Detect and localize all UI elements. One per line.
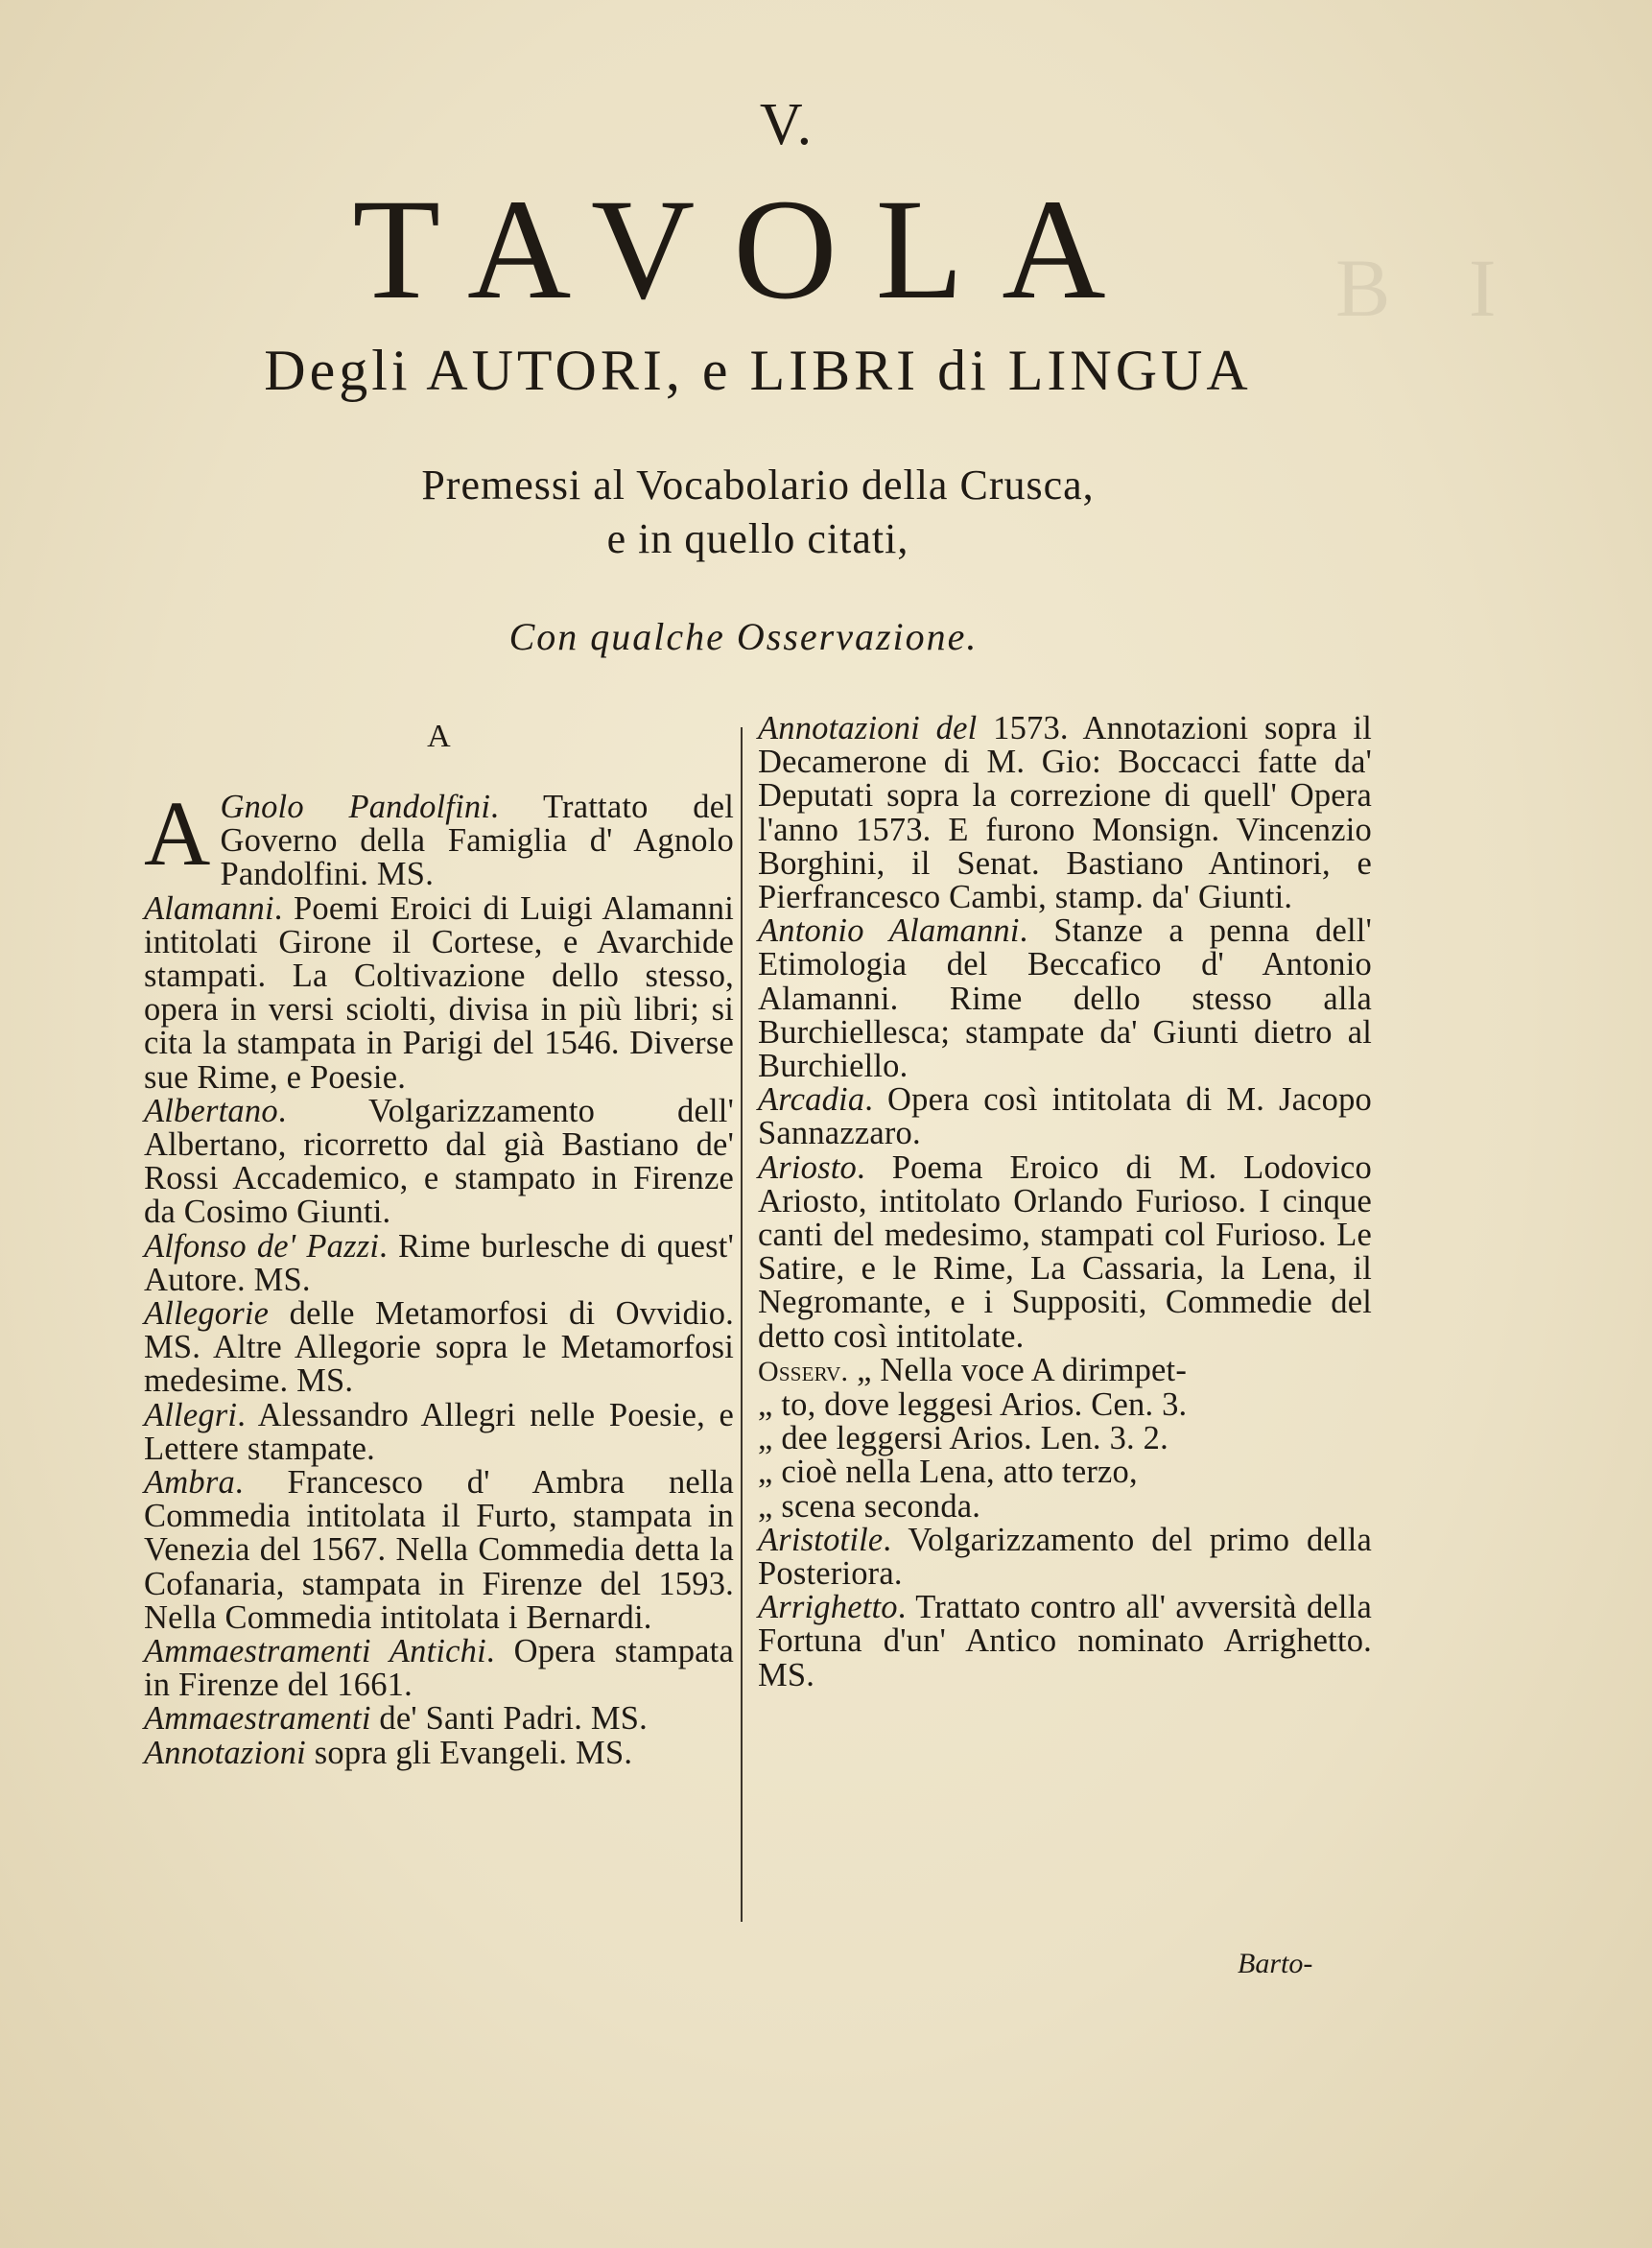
entry-key: Allegri: [144, 1396, 238, 1433]
entry-alamanni: [144, 889, 734, 1096]
entry-key: Ambra: [144, 1464, 235, 1502]
letter-heading: A: [427, 719, 451, 754]
observation-heading: Con qualche Osservazione.: [508, 615, 979, 658]
entry-text: . Stanze a penna dell' Etimologia del Beccafico d' Antonio Alamanni. Rime dello stesso alla Burchiellesca; stampate da' Giunti dietro al Burchiello.: [758, 912, 1373, 1085]
entry-key: Ammaestramenti Antichi: [144, 1633, 486, 1670]
drop-cap: A: [144, 782, 211, 885]
entry-key: Annotazioni del: [758, 710, 978, 746]
entry-key: Antonio Alamanni: [758, 912, 1020, 950]
entry-ammaestramenti-antichi: [144, 1635, 734, 1702]
observation-note: [758, 1351, 1372, 1525]
entry-key: Alfonso de' Pazzi: [144, 1227, 380, 1265]
page-title: TAVOLA: [352, 170, 1145, 329]
entry-allegri: [144, 1396, 734, 1467]
column-divider: [741, 727, 743, 1922]
page-subtitle: Degli AUTORI, e LIBRI di LINGUA: [264, 339, 1252, 402]
entry-key: Arrighetto: [758, 1589, 898, 1626]
entry-key: Allegorie: [144, 1295, 270, 1333]
premessi-heading: [0, 459, 1516, 566]
entry-aristotile: [758, 1521, 1372, 1593]
entry-key: Gnolo Pandolfini: [220, 789, 491, 825]
entry-key: Ammaestramenti: [144, 1700, 371, 1738]
observation-line: „ dee leggersi Arios. Len. 3. 2.: [758, 1420, 1168, 1457]
show-through-text: B I: [1335, 242, 1525, 334]
entry-text: . Poemi Eroici di Luigi Alamanni intitolati Girone il Cortese, e Avarchide stampati. La Coltivazione dello stesso, opera in versi sciolti, divisa in più libri; si cita la stampata in Parigi del 1546. Diverse sue Rime, e Poesie.: [144, 889, 734, 1096]
entry-key: Aristotile: [758, 1521, 884, 1558]
entry-text: 1573. Annotazioni sopra il Decamerone di M. Gio: Boccacci fatte da' Deputati sopra la correzione di quell' Opera l'anno 1573. E furono Monsign. Vincenzio Borghini, il Senat. Bastiano Antinori, e Pierfrancesco Cambi, stamp. da' Giunti.: [758, 710, 1372, 916]
entry-allegorie: [144, 1297, 734, 1399]
entry-text: . Opera stampata in Firenze del 1661.: [144, 1633, 734, 1704]
section-number: V.: [759, 92, 814, 157]
observation-label: Osserv.: [758, 1355, 849, 1387]
premessi-line-1: Premessi al Vocabolario della Crusca,: [421, 461, 1095, 509]
entry-text: . Rime burlesche di quest' Autore. MS.: [144, 1227, 734, 1298]
entry-key: Alamanni: [144, 889, 274, 927]
entry-text: sopra gli Evangeli. MS.: [305, 1734, 633, 1771]
entry-key: Ariosto: [758, 1148, 857, 1186]
left-column: [144, 718, 734, 1770]
catchword: Barto-: [1238, 1948, 1313, 1979]
entry-arcadia: [758, 1083, 1372, 1150]
right-column: [758, 712, 1372, 1692]
entry-ariosto: [758, 1148, 1372, 1355]
entry-text: delle Metamorfosi di Ovvidio. MS. Altre Allegorie sopra le Metamorfosi medesime. MS.: [144, 1295, 734, 1400]
entry-annotazioni-1573: [758, 712, 1372, 914]
entry-text: . Alessandro Allegri nelle Poesie, e Lettere stampate.: [144, 1396, 734, 1467]
entry-ammaestramenti-santi-padri: [144, 1702, 734, 1736]
entry-antonio-alamanni: [758, 914, 1372, 1083]
entry-key: Arcadia: [758, 1081, 865, 1119]
entry-text: . Volgarizzamento del primo della Posteriora.: [758, 1521, 1372, 1593]
entry-key: Albertano: [144, 1092, 278, 1129]
observation-line: „ to, dove leggesi Arios. Cen. 3.: [758, 1386, 1188, 1424]
entry-text: . Poema Eroico di M. Lodovico Ariosto, intitolato Orlando Furioso. I cinque canti del medesimo, stampati col Furioso. Le Satire, e le Rime, La Cassaria, la Lena, il Negromante, e i Suppositi, Commedie del detto così intitolate.: [758, 1148, 1372, 1355]
entry-albertano: [144, 1092, 734, 1231]
entry-key: Annotazioni: [144, 1734, 306, 1771]
entry-text: . Trattato del Governo della Famiglia d' Agnolo Pandolfini. MS.: [220, 789, 734, 893]
observation-line: „ cioè nella Lena, atto terzo,: [758, 1454, 1138, 1491]
entry-text: de' Santi Padri. MS.: [370, 1700, 648, 1738]
observation-line: „ scena seconda.: [758, 1487, 981, 1525]
entry-ambra: [144, 1466, 734, 1635]
entry-annotazioni-evangeli: [144, 1734, 734, 1771]
entry-text: . Francesco d' Ambra nella Commedia intitolata il Furto, stampata in Venezia del 1567. Nella Commedia detta la Cofanaria, stampata in Firenze del 1593. Nella Commedia intitolata i Bernardi.: [144, 1464, 734, 1636]
entry-pandolfini: [144, 782, 734, 893]
premessi-line-2: e in quello citati,: [606, 515, 909, 562]
entry-arrighetto: [758, 1591, 1372, 1692]
entry-alfonso-de-pazzi: [144, 1227, 734, 1298]
entry-text: . Opera così intitolata di M. Jacopo Sannazzaro.: [758, 1081, 1372, 1152]
entry-text: . Trattato contro all' avversità della Fortuna d'un' Antico nominato Arrighetto. MS.: [758, 1589, 1372, 1693]
entry-text: . Volgarizzamento dell' Albertano, ricorretto dal già Bastiano de' Rossi Accademico, e stampato in Firenze da Cosimo Giunti.: [144, 1092, 734, 1231]
observation-line: „ Nella voce A dirimpet-: [857, 1351, 1188, 1388]
